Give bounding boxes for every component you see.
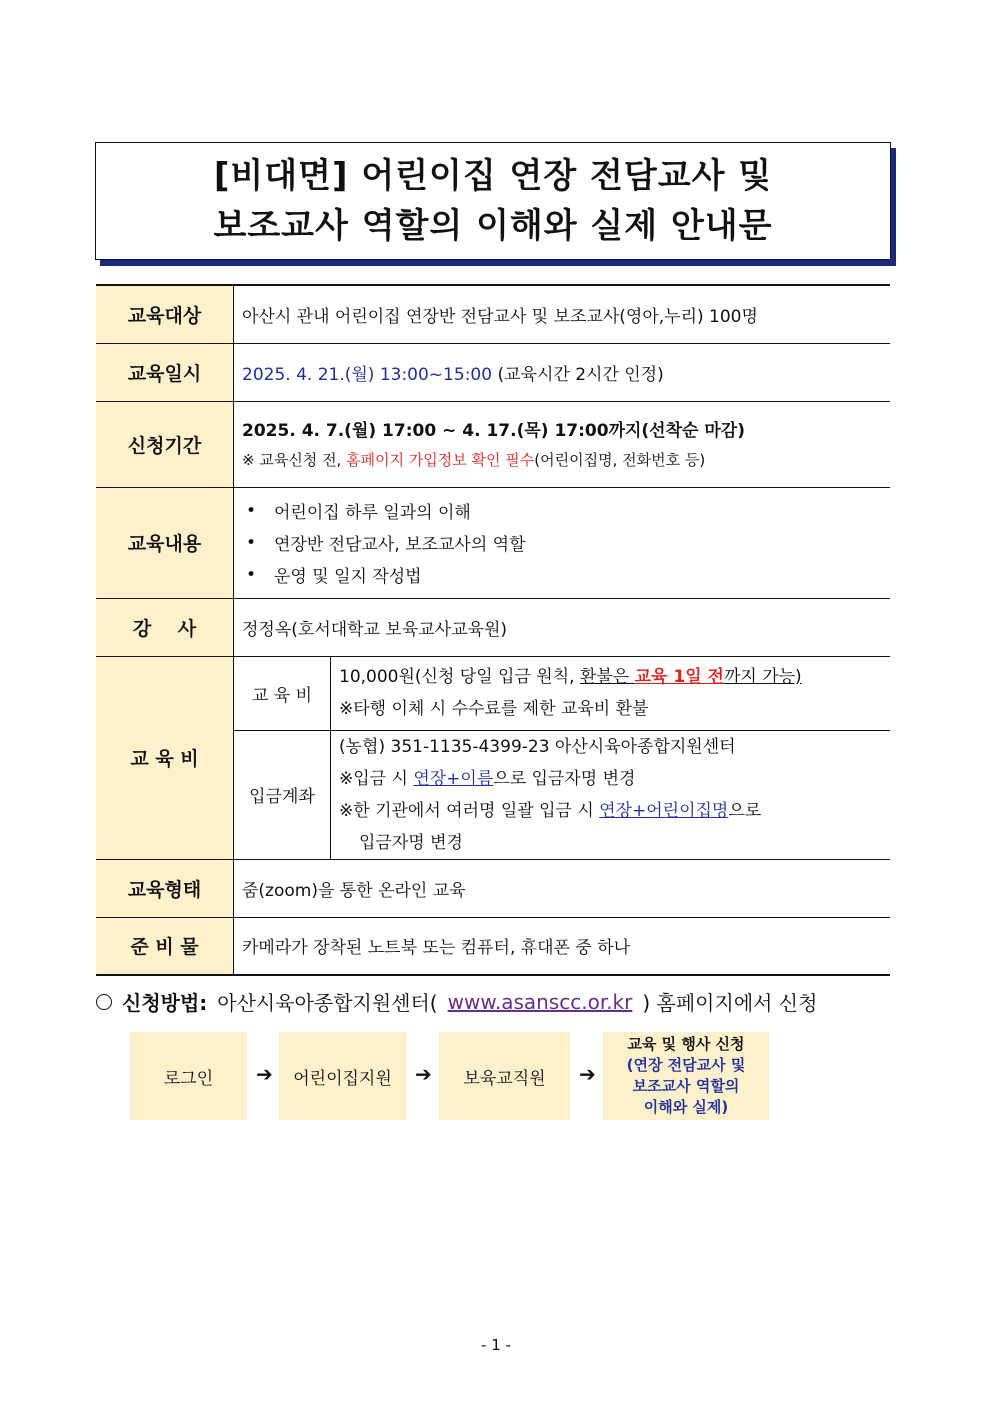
value-apply	[234, 401, 891, 487]
bullet-icon: •	[246, 500, 257, 521]
account-line-2	[339, 763, 890, 795]
arrow-right-icon: ➔	[256, 1062, 273, 1086]
content-item-text: 어린이집 하루 일과의 이해	[274, 503, 471, 523]
value-prep: 카메라가 장착된 노트북 또는 컴퓨터, 휴대폰 중 하나	[234, 917, 891, 975]
account-name-rule: 연장+이름	[413, 768, 494, 789]
flow-step-apply-detail-2: 보조교사 역할의	[632, 1077, 740, 1095]
homepage-link[interactable]: www.asanscc.or.kr	[447, 989, 633, 1014]
label-lecturer: 강 사	[96, 598, 234, 656]
circle-bullet-icon	[96, 994, 112, 1010]
row-apply	[96, 401, 890, 487]
account-sublabel: 입금계좌	[234, 730, 331, 859]
apply-note-pre: ※ 교육신청 전,	[242, 451, 347, 469]
method-text-post: ) 홈페이지에서 신청	[642, 991, 818, 1015]
method-label: 신청방법:	[122, 991, 208, 1015]
flow-step-apply-title: 교육 및 행사 신청	[627, 1035, 745, 1053]
info-table	[96, 284, 890, 976]
page-number: - 1 -	[481, 1336, 511, 1354]
fee-line-1-deadline: 교육 1일 전	[634, 667, 724, 687]
account-line-3-post: 으로	[728, 800, 762, 821]
flow-step-staff: 보육교직원	[439, 1032, 570, 1120]
value-date	[234, 343, 891, 401]
value-format: 줌(zoom)을 통한 온라인 교육	[234, 859, 891, 917]
label-date: 교육일시	[96, 343, 234, 401]
bullet-icon: •	[246, 532, 257, 553]
account-line-2-post: 으로 입금자명 변경	[493, 768, 636, 789]
title-line-2: 보조교사 역할의 이해와 실제 안내문	[213, 206, 773, 246]
value-lecturer: 정정옥(호서대학교 보육교사교육원)	[234, 598, 891, 656]
apply-note-post: (어린이집명, 전화번호 등)	[534, 451, 706, 469]
label-prep: 준 비 물	[96, 917, 234, 975]
row-content	[96, 487, 890, 598]
content-item-text: 운영 및 일지 작성법	[274, 567, 422, 587]
account-group-rule: 연장+어린이집명	[599, 800, 729, 821]
fee-value	[331, 656, 891, 730]
content-item	[242, 527, 890, 559]
label-content: 교육내용	[96, 487, 234, 598]
account-line-4: 입금자명 변경	[359, 832, 463, 853]
arrow-right-icon: ➔	[579, 1062, 596, 1086]
title-frame	[95, 142, 891, 260]
bullet-icon: •	[246, 564, 257, 585]
account-line-3-pre: ※한 기관에서 여러명 일괄 입금 시	[339, 800, 600, 821]
account-line-1: (농협) 351-1135-4399-23 아산시육아종합지원센터	[339, 736, 736, 757]
label-apply: 신청기간	[96, 401, 234, 487]
row-format	[96, 859, 890, 917]
row-date	[96, 343, 890, 401]
fee-line-2: ※타행 이체 시 수수료를 제한 교육비 환불	[339, 699, 649, 719]
apply-period: 2025. 4. 7.(월) 17:00 ~ 4. 17.(목) 17:00까지(선착순 마감)	[242, 421, 745, 441]
label-fee: 교 육 비	[96, 656, 234, 859]
flow-step-daycare-support: 어린이집지원	[279, 1032, 406, 1120]
title-line-1: [비대면] 어린이집 연장 전담교사 및	[213, 156, 773, 196]
account-value	[331, 730, 891, 859]
row-lecturer	[96, 598, 890, 656]
value-target: 아산시 관내 어린이집 연장반 전담교사 및 보조교사(영아,누리) 100명	[234, 285, 891, 343]
date-highlight: 2025. 4. 21.(월) 13:00~15:00	[242, 364, 493, 385]
content-item-text: 연장반 전담교사, 보조교사의 역할	[274, 535, 526, 555]
flow-step-apply-detail-1: (연장 전담교사 및	[626, 1056, 746, 1074]
value-content	[234, 487, 891, 598]
row-prep	[96, 917, 890, 975]
flow-step-apply-detail-3: 이해와 실제)	[643, 1098, 729, 1116]
content-item	[242, 495, 890, 527]
fee-line-1-refund: 환불은	[579, 667, 635, 687]
fee-sublabel: 교 육 비	[234, 656, 331, 730]
content-item	[242, 559, 890, 591]
title-box	[95, 142, 891, 260]
fee-line-1	[339, 661, 890, 693]
row-fee	[96, 656, 890, 730]
account-line-3	[339, 795, 890, 827]
label-target: 교육대상	[96, 285, 234, 343]
row-target	[96, 285, 890, 343]
apply-note	[242, 447, 890, 473]
arrow-right-icon: ➔	[415, 1062, 432, 1086]
flow-step-login: 로그인	[130, 1032, 247, 1120]
apply-method	[96, 987, 817, 1016]
flow-step-apply	[603, 1032, 769, 1120]
fee-line-1-end: 까지 가능)	[723, 667, 802, 687]
account-line-2-pre: ※입금 시	[339, 768, 414, 789]
date-note: (교육시간 2시간 인정)	[492, 364, 664, 385]
method-text-pre: 아산시육아종합지원센터(	[217, 991, 438, 1015]
label-format: 교육형태	[96, 859, 234, 917]
apply-note-required: 홈페이지 가입정보 확인 필수	[346, 451, 535, 469]
fee-line-1-pre: 10,000원(신청 당일 입금 원칙,	[339, 667, 580, 687]
